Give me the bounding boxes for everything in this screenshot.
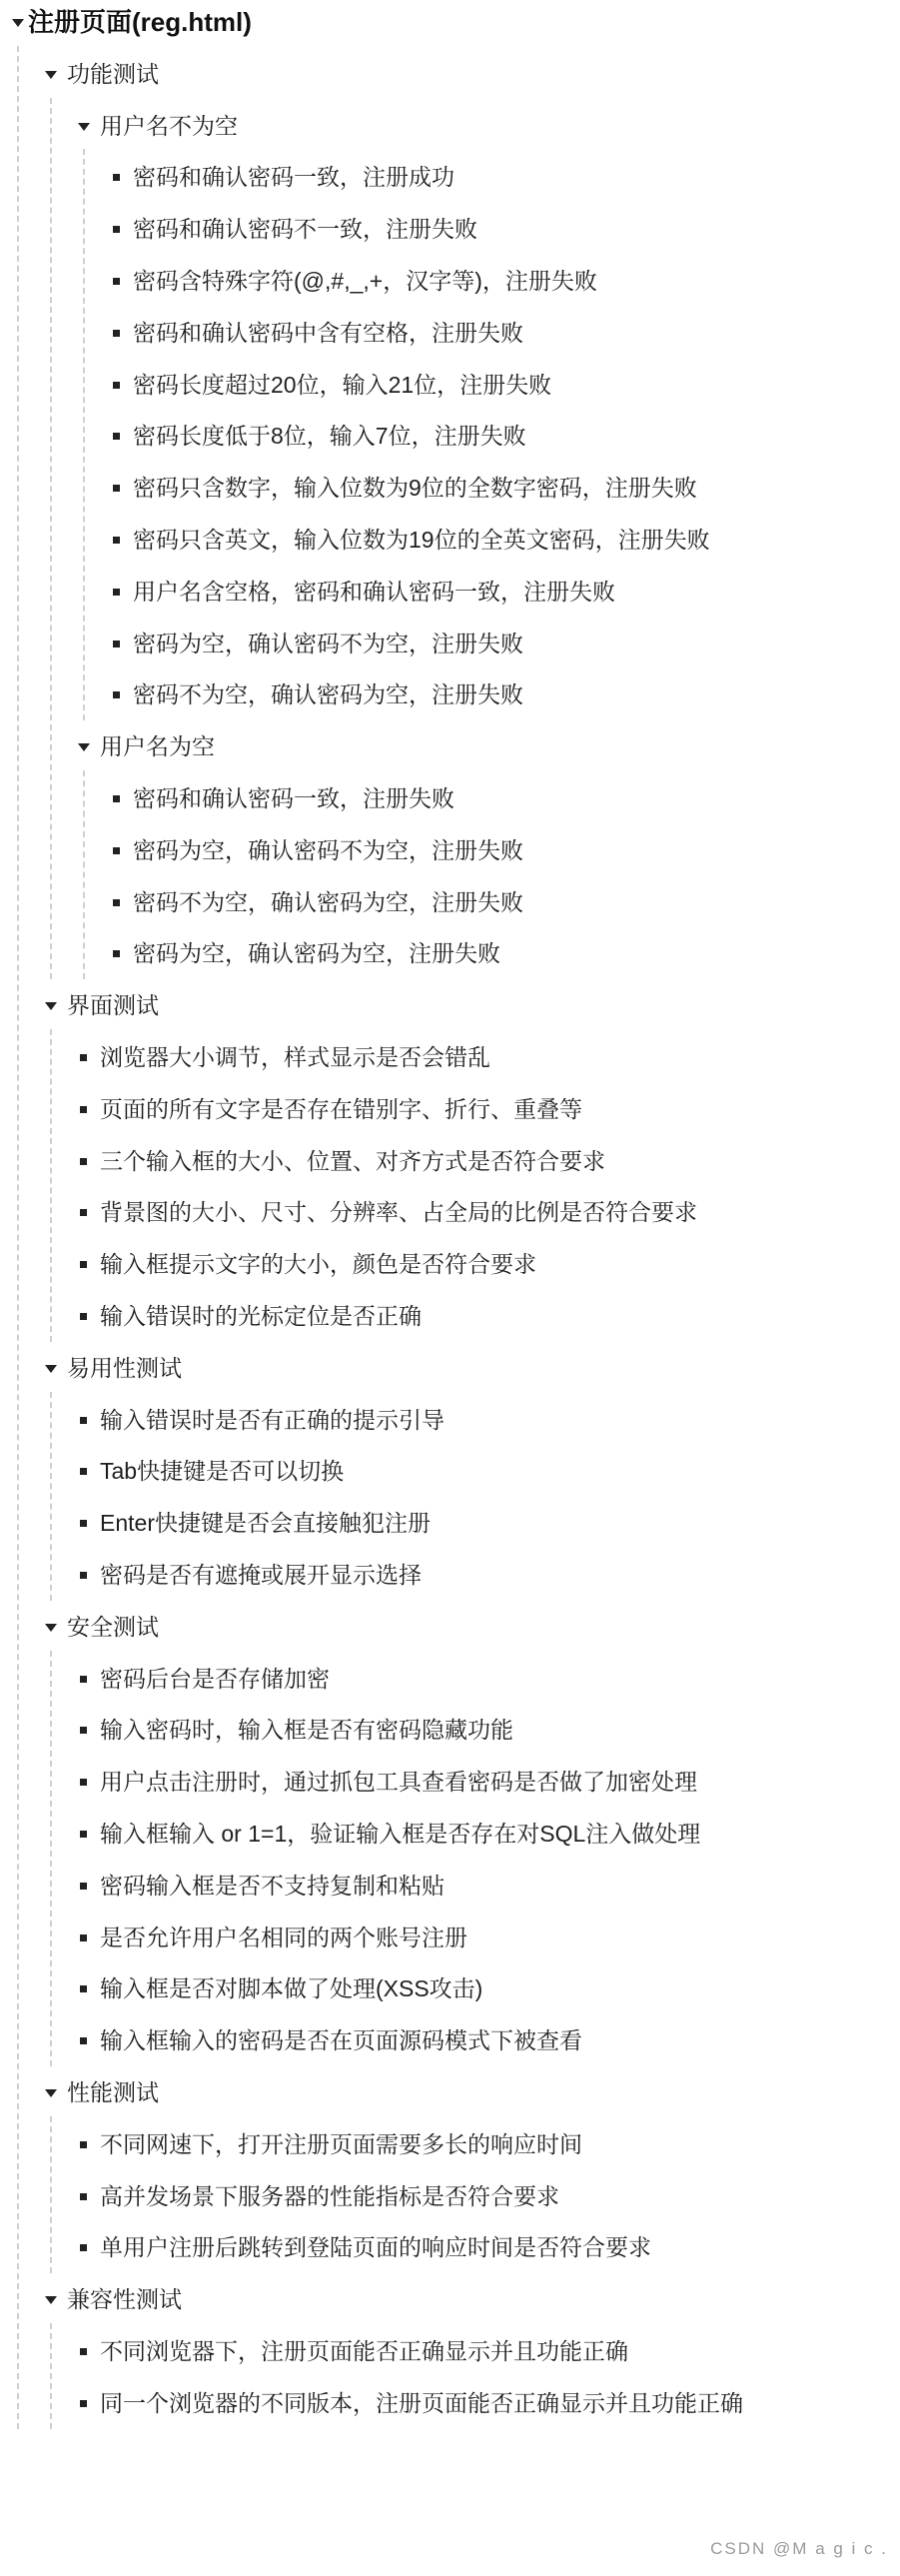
branch-label: 注册页面(reg.html) <box>28 7 252 37</box>
leaf-label: 密码长度低于8位，输入7位，注册失败 <box>133 423 526 450</box>
branch-label: 用户名不为空 <box>100 112 238 139</box>
leaf-label: 用户点击注册时，通过抓包工具查看密码是否做了加密处理 <box>100 1769 697 1796</box>
branch-label: 性能测试 <box>67 2079 159 2105</box>
leaf-label: 密码和确认密码一致，注册成功 <box>133 164 454 191</box>
bullet-icon <box>80 1520 87 1527</box>
bullet-icon <box>113 226 120 233</box>
bullet-icon <box>80 2193 87 2200</box>
bullet-icon <box>113 950 120 957</box>
bullet-icon <box>80 1779 87 1786</box>
tree-guide-line <box>83 149 85 720</box>
tree-guide-line <box>50 1651 52 2066</box>
bullet-icon <box>80 2141 87 2148</box>
caret-down-icon[interactable] <box>45 2296 57 2304</box>
branch-label: 功能测试 <box>67 60 159 87</box>
bullet-icon <box>113 589 120 596</box>
bullet-icon <box>80 2037 87 2044</box>
leaf-label: 用户名含空格，密码和确认密码一致，注册失败 <box>133 578 615 605</box>
bullet-icon <box>113 641 120 647</box>
leaf-label: 密码和确认密码中含有空格，注册失败 <box>133 319 523 346</box>
leaf-label: 输入框输入的密码是否在页面源码模式下被查看 <box>100 2027 582 2054</box>
leaf-label: 密码和确认密码一致，注册失败 <box>133 785 454 811</box>
leaf-label: 密码为空，确认密码为空，注册失败 <box>133 940 500 967</box>
branch-label: 安全测试 <box>67 1613 159 1640</box>
bullet-icon <box>80 1261 87 1268</box>
leaf-label: 密码含特殊字符(@,#,_,+，汉字等)，注册失败 <box>133 268 597 294</box>
bullet-icon <box>113 382 120 389</box>
bullet-icon <box>80 1676 87 1683</box>
leaf-label: 输入框是否对脚本做了处理(XSS攻击) <box>100 1975 483 2002</box>
leaf-label: 密码只含数字，输入位数为9位的全数字密码，注册失败 <box>133 475 697 502</box>
bullet-icon <box>80 1831 87 1838</box>
bullet-icon <box>113 433 120 440</box>
leaf-label: 三个输入框的大小、位置、对齐方式是否符合要求 <box>100 1147 605 1174</box>
bullet-icon <box>113 691 120 698</box>
leaf-label: 页面的所有文字是否存在错别字、折行、重叠等 <box>100 1095 582 1122</box>
watermark-text: CSDN @M a g i c . <box>710 2539 888 2558</box>
bullet-icon <box>80 2348 87 2355</box>
caret-down-icon[interactable] <box>45 1624 57 1632</box>
bullet-icon <box>80 1934 87 1941</box>
bullet-icon <box>80 1572 87 1579</box>
leaf-label: 输入框输入 or 1=1，验证输入框是否存在对SQL注入做处理 <box>100 1821 701 1847</box>
bullet-icon <box>80 1106 87 1113</box>
leaf-label: 密码长度超过20位，输入21位，注册失败 <box>133 371 552 398</box>
leaf-label: 输入密码时，输入框是否有密码隐藏功能 <box>100 1717 513 1744</box>
leaf-label: 密码是否有遮掩或展开显示选择 <box>100 1562 422 1588</box>
caret-down-icon[interactable] <box>12 19 24 27</box>
leaf-label: 浏览器大小调节，样式显示是否会错乱 <box>100 1044 490 1070</box>
leaf-label: 密码为空，确认密码不为空，注册失败 <box>133 836 523 863</box>
tree-guide-line <box>50 2323 52 2429</box>
bullet-icon <box>113 174 120 181</box>
bullet-icon <box>80 1727 87 1734</box>
bullet-icon <box>80 1209 87 1216</box>
leaf-label: 输入错误时是否有正确的提示引导 <box>100 1406 445 1433</box>
tree-guide-line <box>50 1392 52 1601</box>
leaf-label: 单用户注册后跳转到登陆页面的响应时间是否符合要求 <box>100 2234 651 2261</box>
caret-down-icon[interactable] <box>45 71 57 79</box>
caret-down-icon[interactable] <box>45 1002 57 1010</box>
leaf-label: 高并发场景下服务器的性能指标是否符合要求 <box>100 2182 559 2209</box>
leaf-label: 密码不为空，确认密码为空，注册失败 <box>133 681 523 708</box>
caret-down-icon[interactable] <box>45 1365 57 1373</box>
bullet-icon <box>113 899 120 906</box>
bullet-icon <box>80 1985 87 1992</box>
bullet-icon <box>113 485 120 492</box>
leaf-label: 同一个浏览器的不同版本，注册页面能否正确显示并且功能正确 <box>100 2389 743 2416</box>
leaf-label: 背景图的大小、尺寸、分辨率、占全局的比例是否符合要求 <box>100 1199 697 1226</box>
bullet-icon <box>113 537 120 544</box>
leaf-label: 不同网速下，打开注册页面需要多长的响应时间 <box>100 2130 582 2157</box>
leaf-label: 密码后台是否存储加密 <box>100 1665 330 1692</box>
leaf-label: 输入错误时的光标定位是否正确 <box>100 1303 422 1329</box>
bullet-icon <box>113 278 120 285</box>
leaf-label: Enter快捷键是否会直接触犯注册 <box>100 1510 431 1537</box>
bullet-icon <box>80 1883 87 1890</box>
tree-guide-line <box>83 770 85 979</box>
leaf-label: 密码不为空，确认密码为空，注册失败 <box>133 888 523 915</box>
tree-guide-line <box>50 98 52 980</box>
bullet-icon <box>80 2244 87 2251</box>
caret-down-icon[interactable] <box>45 2089 57 2097</box>
leaf-label: Tab快捷键是否可以切换 <box>100 1458 345 1485</box>
bullet-icon <box>80 1313 87 1320</box>
caret-down-icon[interactable] <box>78 743 90 751</box>
leaf-label: 密码为空，确认密码不为空，注册失败 <box>133 630 523 656</box>
bullet-icon <box>80 1054 87 1061</box>
leaf-label: 输入框提示文字的大小，颜色是否符合要求 <box>100 1251 536 1278</box>
leaf-label: 是否允许用户名相同的两个账号注册 <box>100 1924 467 1950</box>
branch-label: 界面测试 <box>67 992 159 1019</box>
branch-label: 兼容性测试 <box>67 2286 182 2313</box>
branch-label: 易用性测试 <box>67 1354 182 1381</box>
leaf-label: 密码只含英文，输入位数为19位的全英文密码，注册失败 <box>133 527 710 553</box>
bullet-icon <box>80 1468 87 1475</box>
bullet-icon <box>80 2400 87 2407</box>
bullet-icon <box>113 847 120 854</box>
tree-guide-line <box>50 1029 52 1342</box>
bullet-icon <box>80 1417 87 1424</box>
leaf-label: 不同浏览器下，注册页面能否正确显示并且功能正确 <box>100 2338 628 2364</box>
bullet-icon <box>80 1158 87 1165</box>
bullet-icon <box>113 330 120 337</box>
branch-label: 用户名为空 <box>100 733 215 760</box>
leaf-label: 密码和确认密码不一致，注册失败 <box>133 216 477 243</box>
caret-down-icon[interactable] <box>78 123 90 131</box>
bullet-icon <box>113 795 120 802</box>
tree-guide-line <box>17 46 19 2429</box>
tree-guide-line <box>50 2116 52 2273</box>
leaf-label: 密码输入框是否不支持复制和粘贴 <box>100 1872 445 1899</box>
